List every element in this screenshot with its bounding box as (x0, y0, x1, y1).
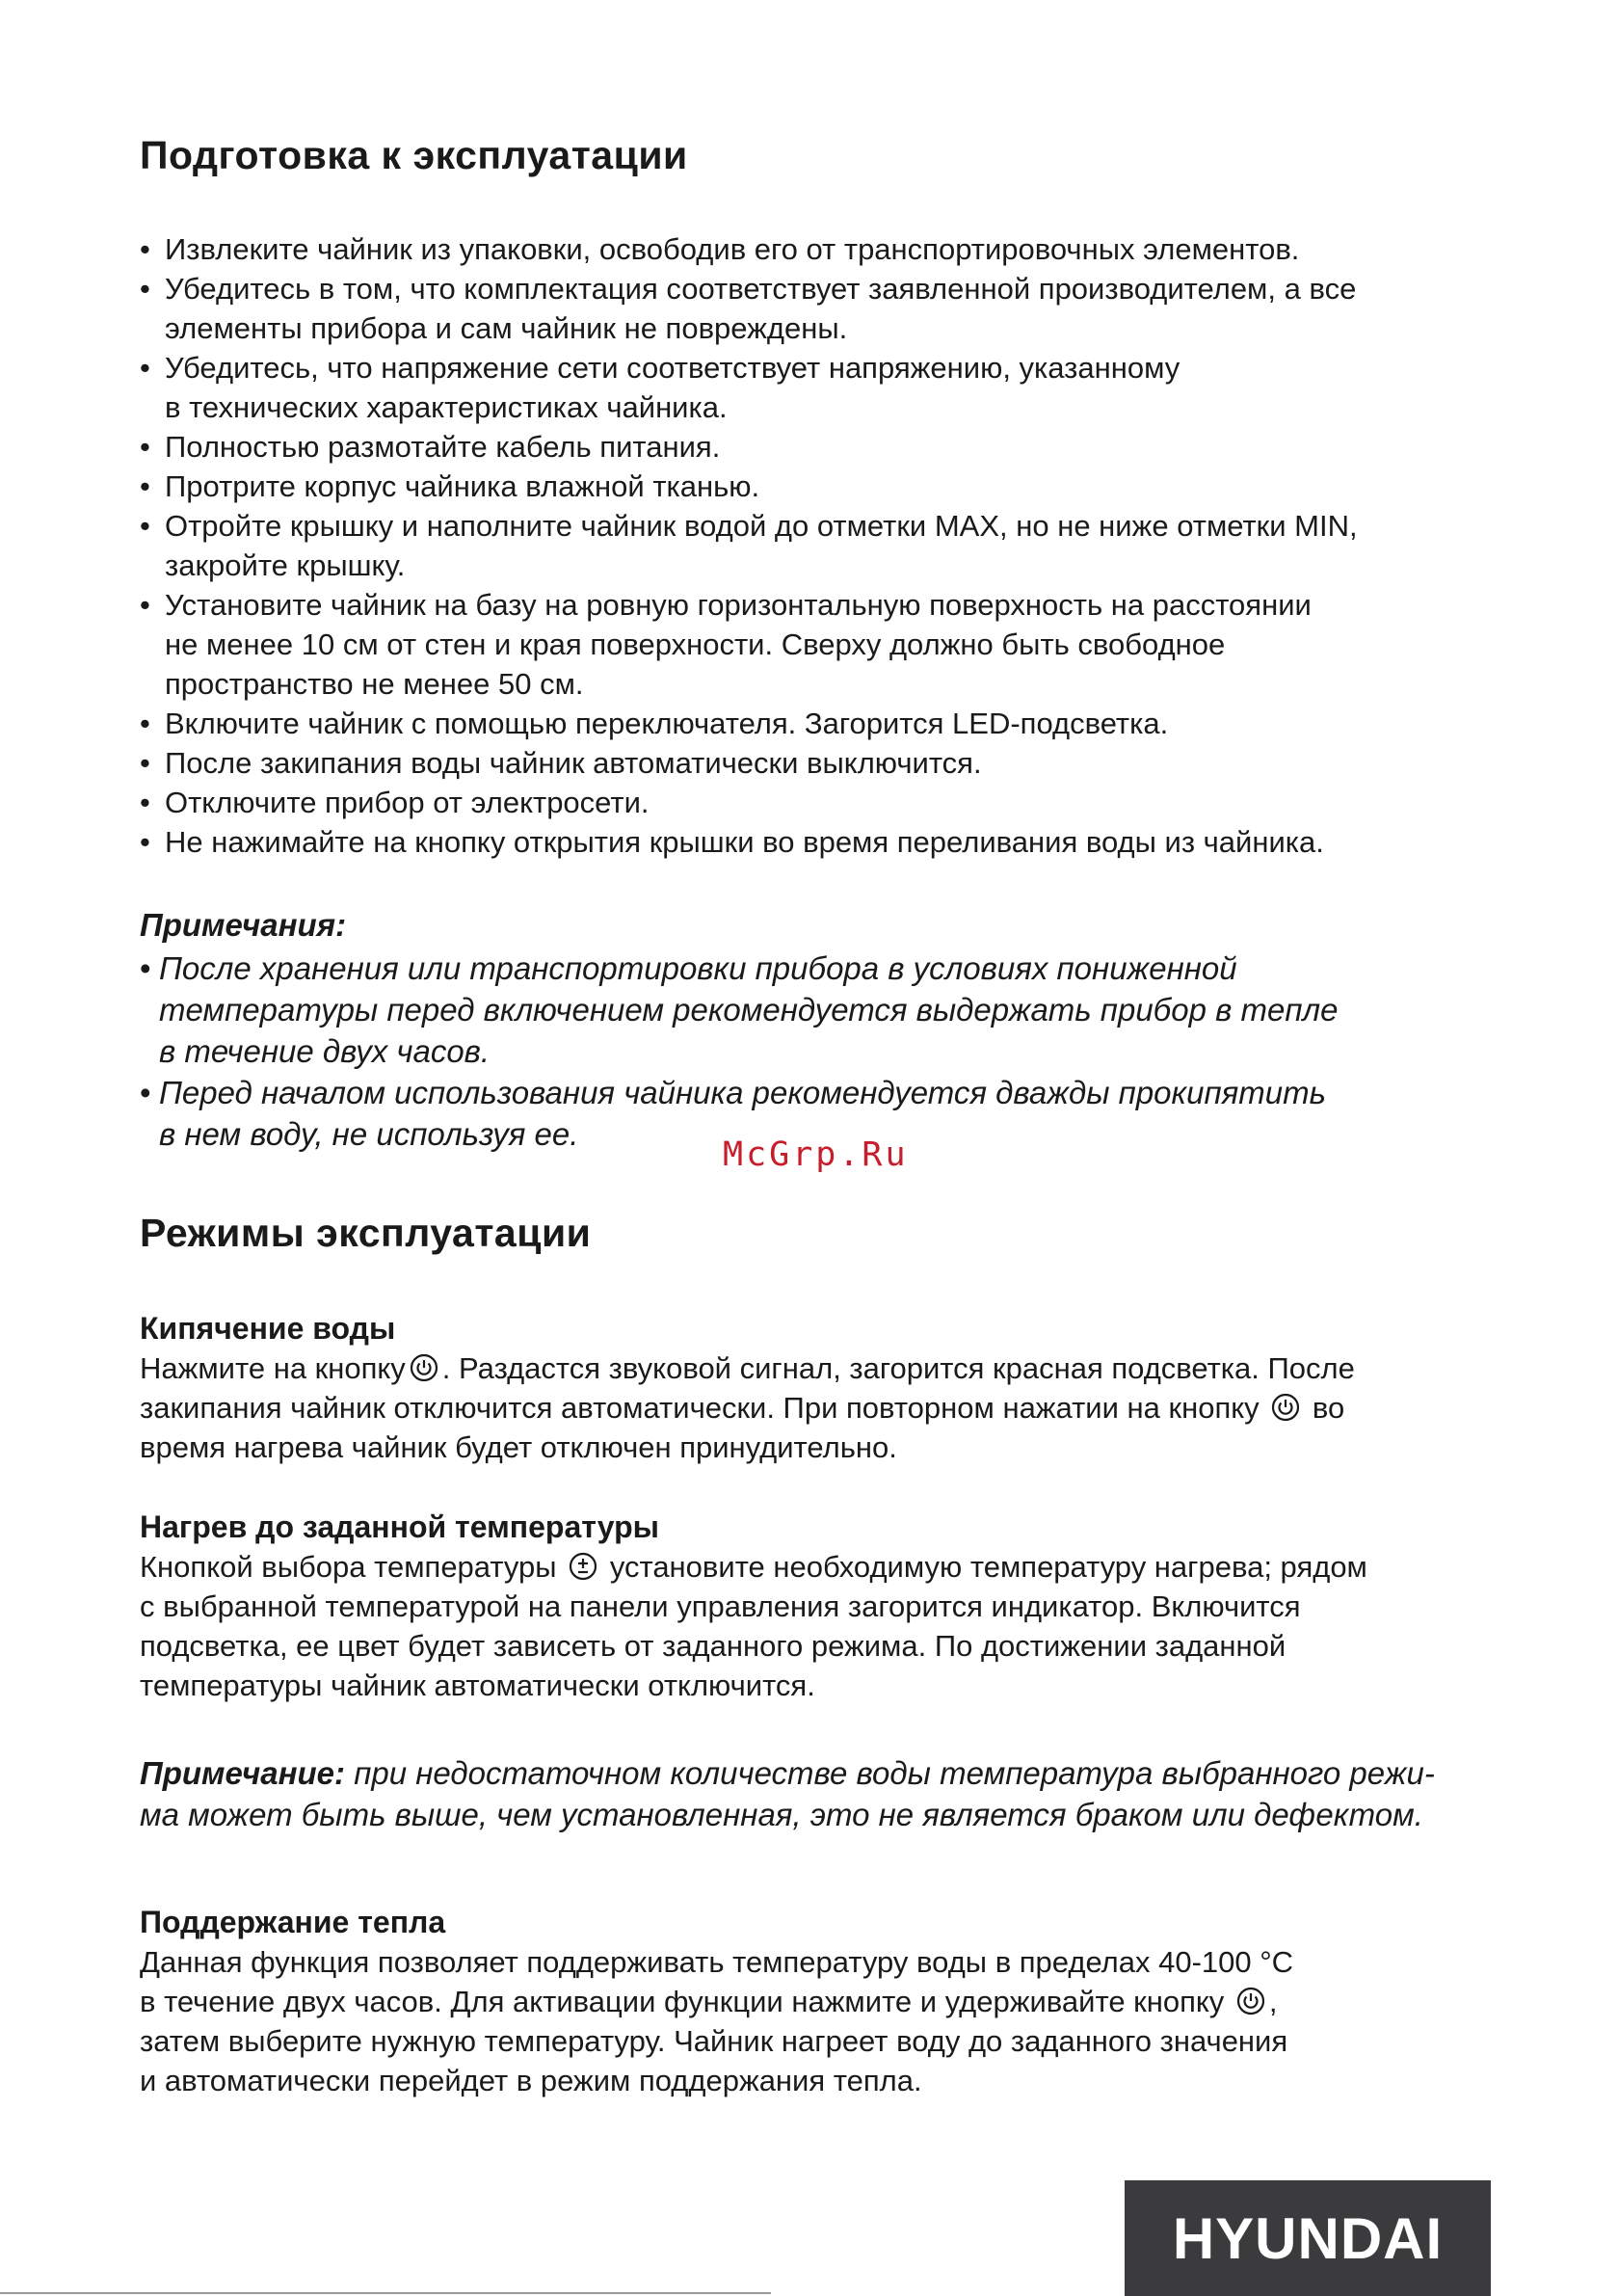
boil-text-part: во время нагрева чайник будет отключен принудительно. (140, 1391, 1345, 1464)
section-title-modes: Режимы эксплуатации (140, 1211, 592, 1255)
boil-section (140, 1309, 1489, 1467)
list-item: • Протрите корпус чайника влажной тканью. (140, 467, 1489, 506)
note-text (140, 1752, 1489, 1835)
boil-text-part: Нажмите на кнопку (140, 1351, 406, 1385)
boil-text-part: . Раздастся звуковой сигнал, загорится красная подсветка. После закипания чайник отключится автоматически. При повторном нажатии на кнопку (140, 1351, 1355, 1425)
list-item: • Извлеките чайник из упаковки, освободив его от транспортировочных элементов. (140, 229, 1489, 269)
section-title-preparation: Подготовка к эксплуатации (140, 133, 688, 177)
note-item: • Перед началом использования чайника рекомендуется дважды прокипятить в нем воду, не используя ее. (140, 1072, 1489, 1155)
list-item: • Убедитесь в том, что комплектация соответствует заявленной производителем, а все элементы прибора и сам чайник не повреждены. (140, 269, 1489, 348)
temperature-text-part: установите необходимую температуру нагрева; рядом с выбранной температурой на панели управления загорится индикатор. Включится подсветка, ее цвет будет зависеть от заданного режима. По достижении заданной температуры чайник автоматически отключится. (140, 1550, 1367, 1702)
keep-warm-title: Поддержание тепла (140, 1905, 446, 1939)
keep-warm-text-part: Данная функция позволяет поддерживать температуру воды в пределах 40-100 °C в течение двух часов. Для активации функции нажмите и удерживайте кнопку (140, 1945, 1294, 2018)
list-item: • Отключите прибор от электросети. (140, 783, 1489, 822)
footer-divider (0, 2292, 771, 2294)
temperature-section (140, 1508, 1489, 1705)
temperature-text (140, 1547, 1489, 1705)
list-item: • После закипания воды чайник автоматически выключится. (140, 743, 1489, 783)
note-paragraph (140, 1752, 1489, 1835)
keep-warm-section (140, 1903, 1489, 2100)
power-button-icon (1271, 1393, 1300, 1422)
keep-warm-text-part: , затем выберите нужную температуру. Чайник нагреет воду до заданного значения и автоматически перейдет в режим поддержания тепла. (140, 1985, 1288, 2097)
list-item: • Убедитесь, что напряжение сети соответствует напряжению, указанному в технических характеристиках чайника. (140, 348, 1489, 427)
temperature-text-part: Кнопкой выбора температуры (140, 1550, 566, 1584)
watermark: McGrp.Ru (723, 1135, 909, 1174)
note-item: • После хранения или транспортировки прибора в условиях пониженной температуры перед включением рекомендуется выдержать прибор в тепле в течение двух часов. (140, 948, 1489, 1072)
power-button-icon (1236, 1987, 1265, 2016)
keep-warm-text (140, 1942, 1489, 2100)
note-label: Примечание: (140, 1755, 346, 1791)
brand-logo: HYUNDAI (1172, 2205, 1444, 2271)
notes-title: Примечания: (140, 907, 347, 943)
notes-block (140, 904, 1489, 1155)
list-item: • Полностью размотайте кабель питания. (140, 427, 1489, 467)
temperature-title: Нагрев до заданной температуры (140, 1509, 659, 1544)
list-item: • Установите чайник на базу на ровную горизонтальную поверхность на расстоянии не менее 10 см от стен и края поверхности. Сверху должно быть свободное пространство не менее 50 см. (140, 585, 1489, 704)
list-item: • Включите чайник с помощью переключателя. Загорится LED-подсветка. (140, 704, 1489, 743)
note-body: при недостаточном количестве воды температура выбранного режи- ма может быть выше, чем установленная, это не является браком или дефектом. (140, 1755, 1435, 1832)
power-button-icon (410, 1353, 438, 1382)
plus-minus-button-icon (569, 1552, 597, 1581)
list-item: • Не нажимайте на кнопку открытия крышки во время переливания воды из чайника. (140, 822, 1489, 862)
boil-title: Кипячение воды (140, 1311, 396, 1346)
list-item: • Отройте крышку и наполните чайник водой до отметки MAX, но не ниже отметки MIN, закройте крышку. (140, 506, 1489, 585)
preparation-list (140, 229, 1489, 862)
boil-text (140, 1348, 1489, 1467)
brand-logo-box (1125, 2180, 1491, 2296)
notes-list (140, 948, 1489, 1155)
